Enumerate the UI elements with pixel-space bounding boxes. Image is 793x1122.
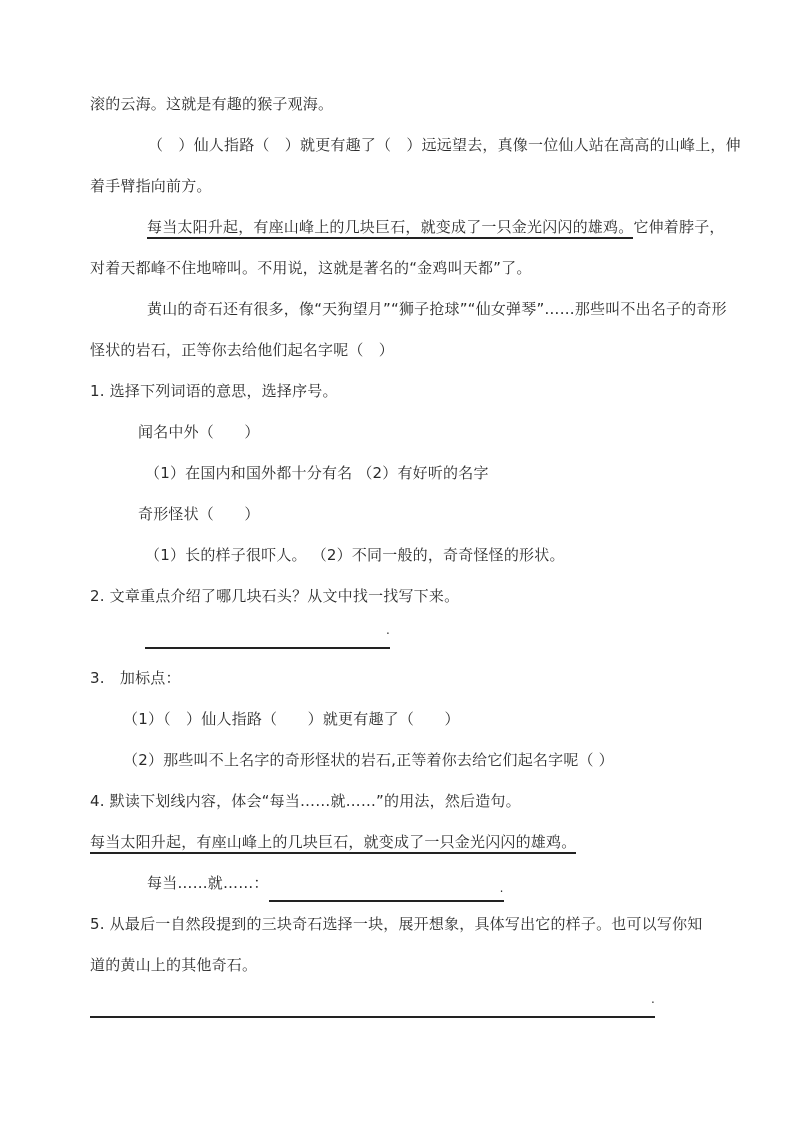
question-4-quoted-sentence (90, 822, 705, 863)
answer-blank (269, 880, 504, 902)
pattern-label: 每当……就……： (147, 874, 269, 892)
passage-text: 对着天都峰不住地啼叫。不用说，这就是著名的“金鸡叫天都”了。 (90, 259, 532, 277)
question-5-title: 5. 从最后一自然段提到的三块奇石选择一块，展开想象，具体写出它的样子。也可以写你知 (90, 915, 703, 933)
underlined-sentence: 每当太阳升起，有座山峰上的几块巨石，就变成了一只金光闪闪的雄鸡。 (90, 833, 576, 854)
question-2-title: 2. 文章重点介绍了哪几块石头？从文中找一找写下来。 (90, 587, 460, 605)
passage-text: 黄山的奇石还有很多，像“天狗望月”“狮子抢球”“仙女弹琴”……那些叫不出名子的奇形 (147, 300, 727, 318)
question-3-item-1: （1）（ ）仙人指路（ ）就更有趣了（ ） (123, 710, 460, 728)
question-1-word-2: 奇形怪状（ ） (138, 505, 260, 523)
passage-text: （ ）仙人指路（ ）就更有趣了（ ）远远望去，真像一位仙人站在高高的山峰上，伸 (148, 136, 741, 154)
answer-blank (145, 617, 390, 649)
question-3-title: 3. 加标点： (90, 669, 181, 687)
passage-line (90, 166, 705, 207)
underlined-sentence: 每当太阳升起，有座山峰上的几块巨石，就变成了一只金光闪闪的雄鸡。 (147, 218, 633, 239)
blank-period: . (499, 881, 504, 895)
passage-line (90, 84, 705, 125)
passage-line (90, 289, 727, 330)
question-1-title: 1. 选择下列词语的意思，选择序号。 (90, 382, 338, 400)
question-1-word-2-options: （1）长的样子很吓人。 （2）不同一般的，奇奇怪怪的形状。 (145, 546, 565, 564)
passage-line (90, 125, 741, 166)
question-5-answer-row (90, 986, 705, 1027)
passage-line (90, 330, 705, 371)
passage-text: 滚的云海。这就是有趣的猴子观海。 (90, 95, 334, 113)
blank-period: . (385, 623, 390, 637)
answer-blank (90, 986, 655, 1018)
question-4-answer-row (90, 863, 705, 904)
question-3-item-2: （2）那些叫不上名字的奇形怪状的岩石,正等着你去给它们起名字呢（ ） (123, 751, 614, 769)
question-2-answer-row (90, 617, 705, 658)
passage-line (90, 207, 725, 248)
question-1-word-1: 闻名中外（ ） (138, 423, 260, 441)
question-4-title: 4. 默读下划线内容，体会“每当……就……”的用法，然后造句。 (90, 792, 521, 810)
passage-line (90, 248, 705, 289)
question-5-title-cont: 道的黄山上的其他奇石。 (90, 956, 258, 974)
blank-period: . (650, 992, 655, 1006)
passage-text: 着手臂指向前方。 (90, 177, 212, 195)
question-1-word-1-options: （1）在国内和国外都十分有名 （2）有好听的名字 (145, 464, 489, 482)
passage-text: 它伸着脖子， (633, 218, 725, 236)
passage-text: 怪状的岩石，正等你去给他们起名字呢（ ） (90, 341, 395, 359)
